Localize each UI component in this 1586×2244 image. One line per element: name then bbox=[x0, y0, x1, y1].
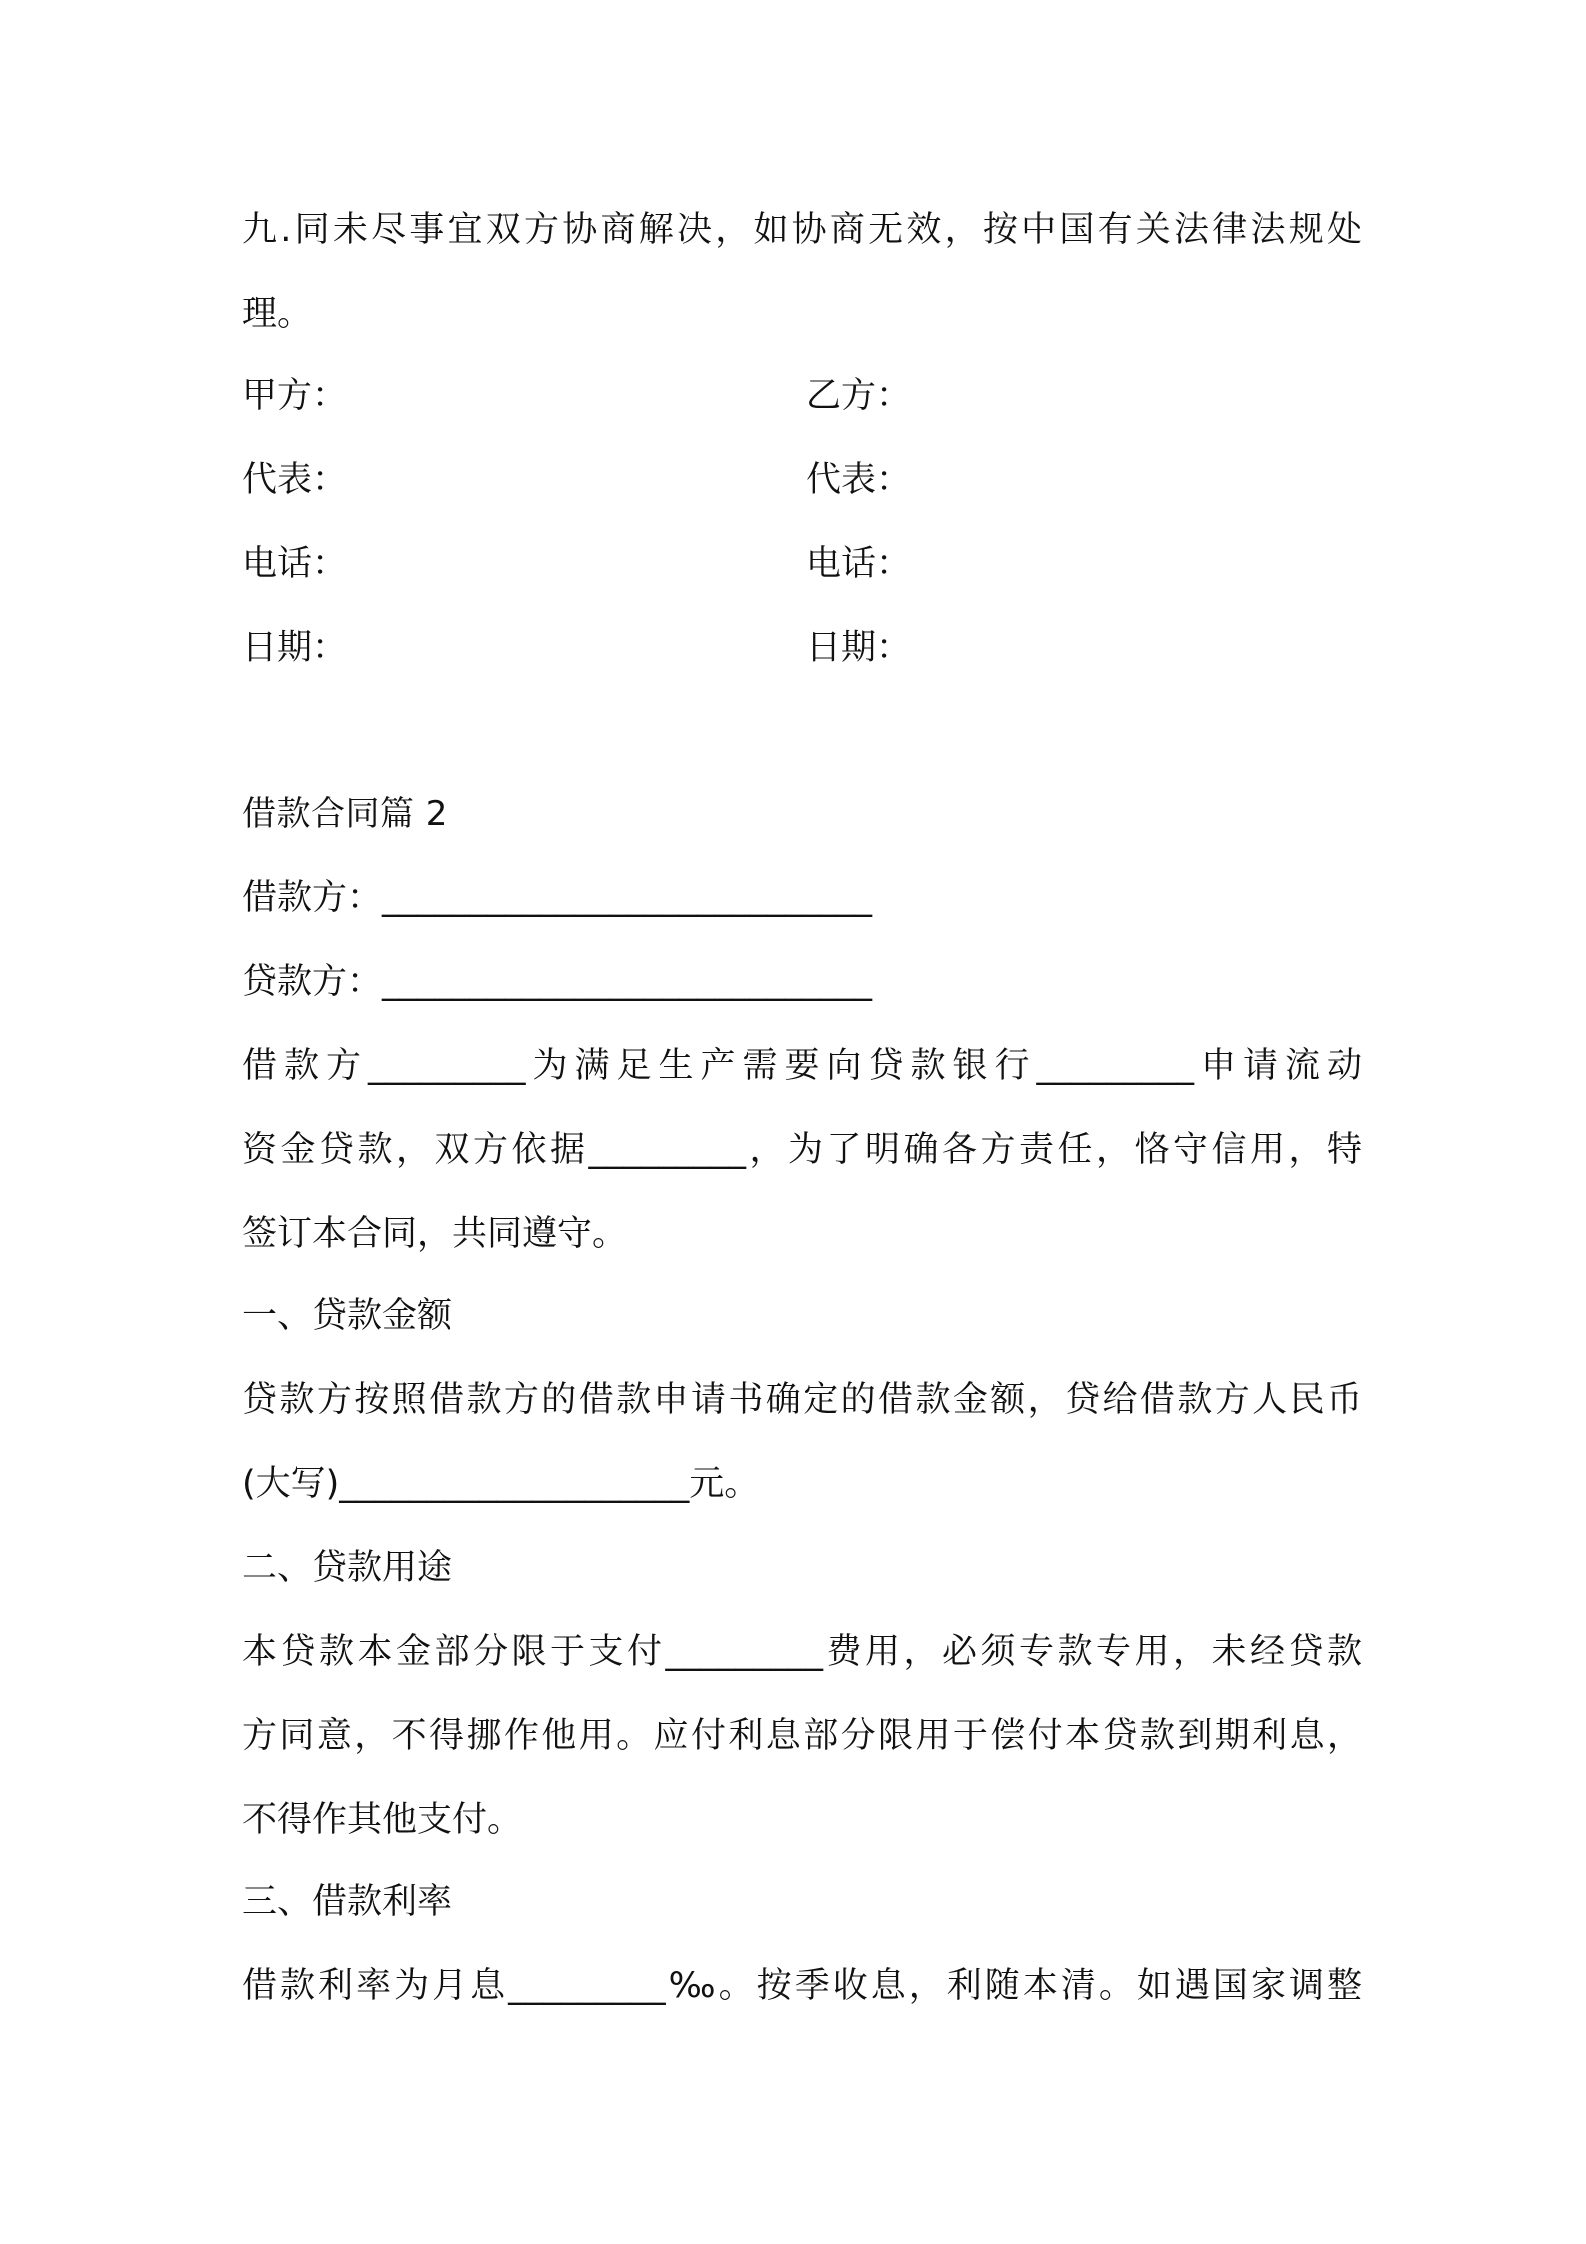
clause-9-line-1: 九.同未尽事宜双方协商解决，如协商无效，按中国有关法律法规处 bbox=[242, 210, 1362, 250]
clause-9-line-2: 理。 bbox=[242, 294, 313, 334]
section-2-line-3: 不得作其他支付。 bbox=[242, 1800, 523, 1840]
section-2-line-2: 方同意，不得挪作他用。应付利息部分限用于偿付本贷款到期利息， bbox=[242, 1716, 1362, 1756]
section-3-line-1: 借款利率为月息_________‰。按季收息，利随本清。如遇国家调整 bbox=[242, 1966, 1362, 2006]
phone-a-label: 电话： bbox=[242, 544, 348, 584]
lender-field: 贷款方：____________________________ bbox=[242, 962, 873, 1002]
section-1-heading: 一、贷款金额 bbox=[242, 1296, 453, 1336]
section-2-heading: 二、贷款用途 bbox=[242, 1548, 453, 1588]
date-a-label: 日期： bbox=[242, 628, 348, 668]
section-3-heading: 三、借款利率 bbox=[242, 1882, 453, 1922]
section-1-line-2: (大写)____________________元。 bbox=[242, 1464, 760, 1504]
party-a-label: 甲方： bbox=[242, 376, 348, 416]
representative-b-label: 代表： bbox=[806, 460, 912, 500]
intro-line-2: 资金贷款，双方依据_________，为了明确各方责任，恪守信用，特 bbox=[242, 1130, 1362, 1170]
representative-a-label: 代表： bbox=[242, 460, 348, 500]
contract-title: 借款合同篇 2 bbox=[242, 794, 448, 834]
intro-line-3: 签订本合同，共同遵守。 bbox=[242, 1214, 628, 1254]
section-2-line-1: 本贷款本金部分限于支付_________费用，必须专款专用，未经贷款 bbox=[242, 1632, 1362, 1672]
section-1-line-1: 贷款方按照借款方的借款申请书确定的借款金额，贷给借款方人民币 bbox=[242, 1380, 1362, 1420]
party-b-label: 乙方： bbox=[806, 376, 912, 416]
intro-line-1: 借款方_________为满足生产需要向贷款银行_________申请流动 bbox=[242, 1046, 1362, 1086]
borrower-field: 借款方：____________________________ bbox=[242, 878, 873, 918]
date-b-label: 日期： bbox=[806, 628, 912, 668]
phone-b-label: 电话： bbox=[806, 544, 912, 584]
